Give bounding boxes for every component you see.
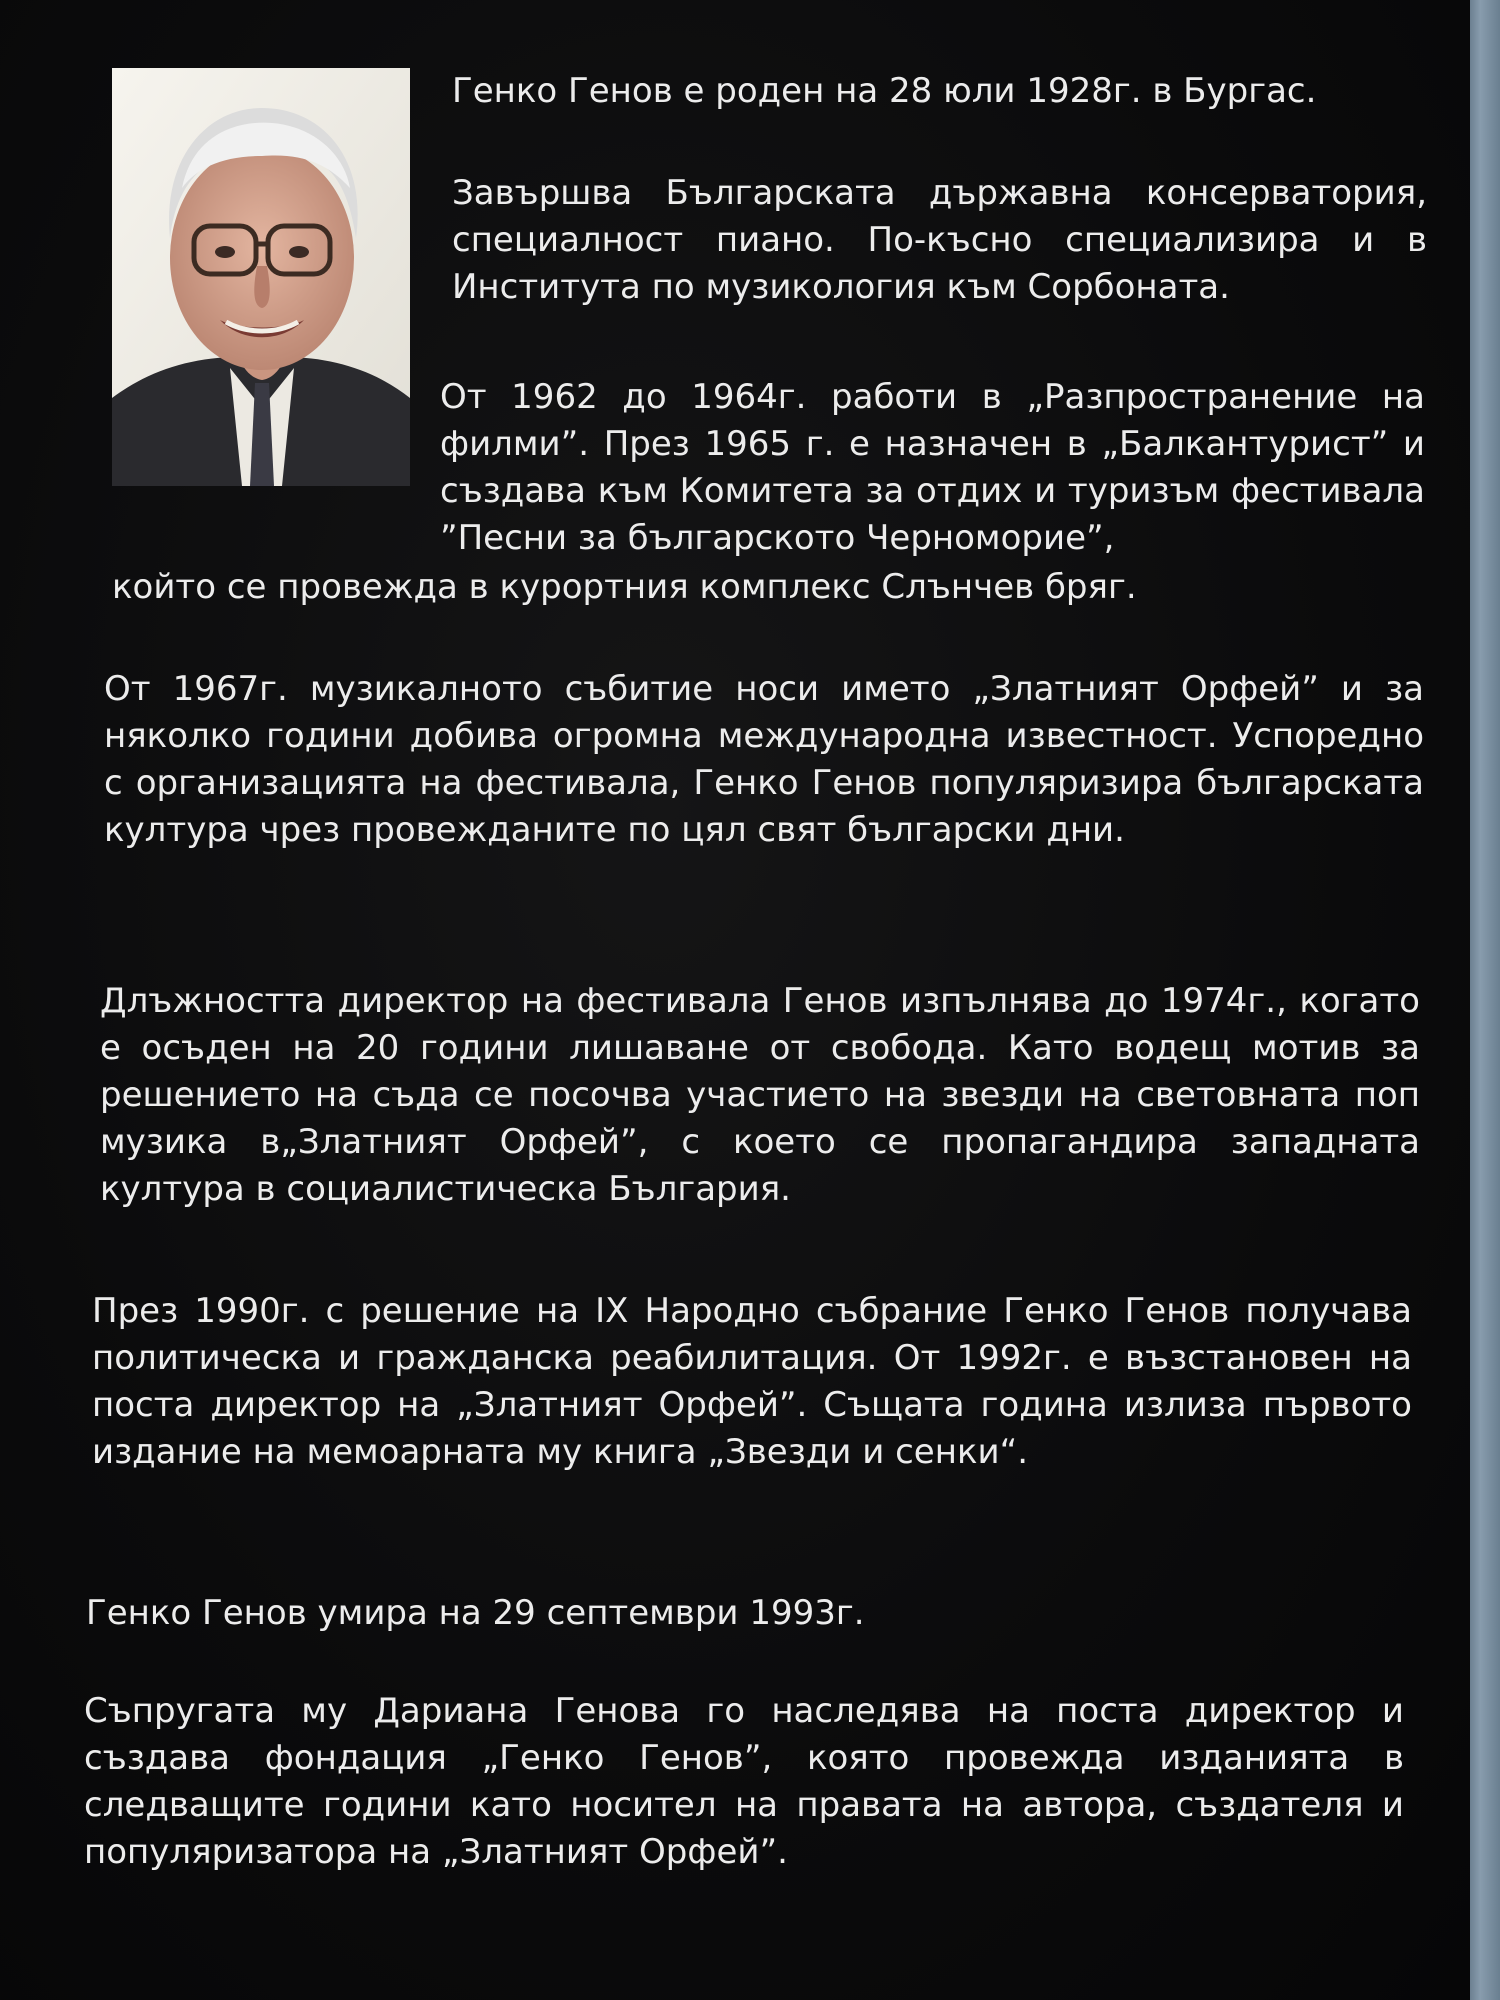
legacy-paragraph: Съпругата му Дариана Генова го наследява на поста директор и създава фондация „Генко Генов”, която провежда изданията в следващите години като носител на правата на автора, създателя и популяризатора на „Златният Орфей”. [84,1691,1404,1872]
education-paragraph: Завършва Българската държавна консерватория, специалност пиано. По-късно специализира и в Института по музикология към Сорбоната. [452,173,1427,307]
death-paragraph: Генко Генов умира на 29 септември 1993г. [86,1593,865,1633]
golden-orpheus-paragraph: От 1967г. музикалното събитие носи името „Златният Орфей” и за няколко години добива огромна международна известност. Успоредно с организацията на фестивала, Генко Генов популяризира българската култура чрез провежданите по цял свят български дни. [104,669,1424,850]
birth-paragraph: Генко Генов е роден на 28 юли 1928г. в Бургас. [452,71,1317,111]
portrait-photo [112,68,410,486]
portrait-photo-icon [112,68,410,486]
career-paragraph: От 1962 до 1964г. работи в „Разпространение на филми”. През 1965 г. е назначен в „Балкантурист” и създава към Комитета за отдих и туризъм фестивала ”Песни за българското Черноморие”, [440,377,1425,558]
rehabilitation-paragraph: През 1990г. с решение на IX Народно събрание Генко Генов получава политическа и гражданска реабилитация. От 1992г. е възстановен на поста директор на „Златният Орфей”. Същата година излиза първото издание на мемоарната му книга „Звезди и сенки“. [92,1291,1412,1472]
conviction-paragraph: Длъжността директор на фестивала Генов изпълнява до 1974г., когато е осъден на 20 години лишаване от свобода. Като водещ мотив за решението на съда се посочва участието на звезди на световната поп музика в„Златният Орфей”, с което се пропагандира западната култура в социалистическа България. [100,981,1420,1209]
career-paragraph-continued: който се провежда в курортния комплекс Слънчев бряг. [112,567,1137,607]
